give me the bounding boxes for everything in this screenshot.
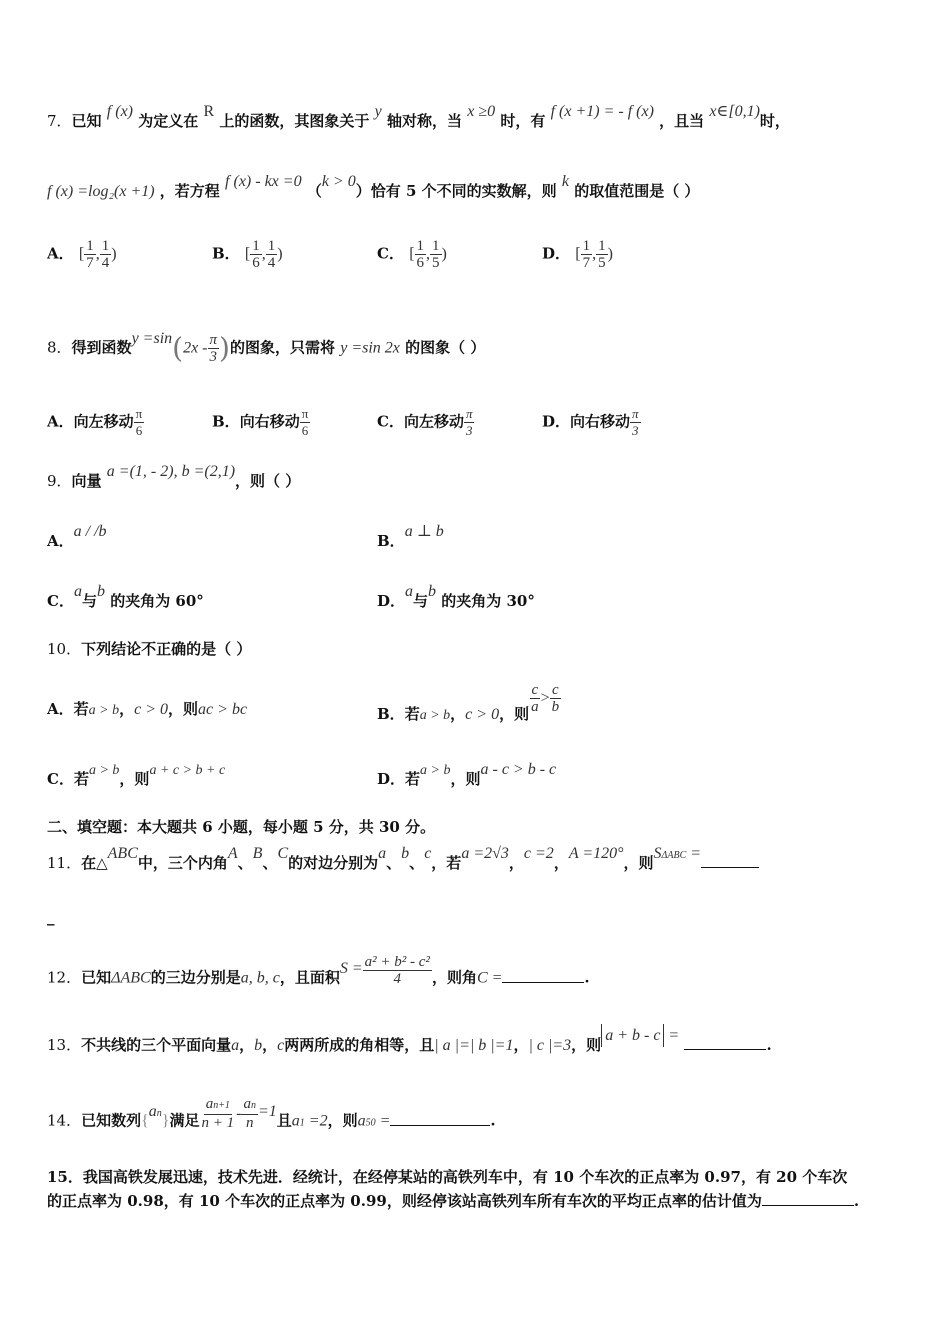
q14-answer-blank[interactable] bbox=[390, 1125, 490, 1126]
q8-line1: 8．得到函数y =sin(2x - $\frac{\pi}{3}$ )的图象，只需将 y =sin 2x 的图象（ ） bbox=[47, 329, 486, 365]
q15-line1: 15．我国高铁发展迅速，技术先进．经统计，在经停某站的高铁列车中，有 10 个车次的正点率为 0.97，有 20 个车次 bbox=[47, 1168, 848, 1186]
q11-tail: _ bbox=[47, 908, 55, 926]
q7-option-c[interactable]: C． [ $\frac{1}{6}$ , $\frac{1}{5}$ ) bbox=[377, 238, 447, 271]
q9-option-d[interactable]: D．a与b 的夹角为 30° bbox=[377, 583, 535, 610]
q9-line1: 9．向量 a =(1, - 2), b =(2,1)，则（ ） bbox=[47, 463, 301, 490]
q7-option-a[interactable]: A． [ $\frac{1}{7}$ , $\frac{1}{4}$ ) bbox=[47, 238, 117, 271]
q12-line1: 12．已知ΔABC的三边分别是a, b, c，且面积S = $\frac{\text{a² + b² - c²}}{4}$ ，则角C = . bbox=[47, 954, 590, 987]
q9-option-b[interactable]: B．a ⊥ b bbox=[377, 523, 444, 550]
q9-number: 9． bbox=[47, 472, 72, 490]
q10-option-b[interactable]: B．若a > b，c > 0，则 $\frac{c}{a}$ > $\frac{c}{b}$ bbox=[377, 682, 560, 723]
q8-option-a[interactable]: A．向左移动 $\frac{\pi}{6}$ bbox=[47, 406, 143, 438]
q8-number: 8． bbox=[47, 338, 72, 357]
q7-option-d[interactable]: D． [ $\frac{1}{7}$ , $\frac{1}{5}$ ) bbox=[542, 238, 613, 271]
q9-option-a[interactable]: A．a / /b bbox=[47, 523, 107, 550]
section-2-heading: 二、填空题：本大题共 6 小题，每小题 5 分，共 30 分。 bbox=[47, 818, 436, 836]
q10-option-a[interactable]: A．若a > b，c > 0，则ac > bc bbox=[47, 700, 248, 718]
q10-option-c[interactable]: C．若a > b，则a + c > b + c bbox=[47, 763, 226, 788]
q11-answer-blank[interactable] bbox=[701, 867, 759, 868]
q10-option-d[interactable]: D．若a > b，则a - c > b - c bbox=[377, 761, 557, 788]
q15-line2: 的正点率为 0.98，有 10 个车次的正点率为 0.99，则经停该站高铁列车所有车次的平均正点率的估计值为 . bbox=[47, 1192, 860, 1210]
q11-line1: 11．在△ABC中，三个内角A、B、C的对边分别为a、b、c，若a =2√3，c =2，A =120°，则$S^{\Delta ABC}$ = bbox=[47, 852, 910, 877]
q8-option-c[interactable]: C．向左移动 $\frac{\pi}{3}$ bbox=[377, 406, 473, 438]
q9-option-c[interactable]: C．a与b 的夹角为 60° bbox=[47, 583, 204, 610]
q10-number: 10． bbox=[47, 640, 82, 658]
q13-line1: 13．不共线的三个平面向量a，b，c两两所成的角相等，且| a |=| b |=1，| c |=3，则a + b - c = . bbox=[47, 1034, 910, 1057]
q10-line1: 10．下列结论不正确的是（ ） bbox=[47, 640, 252, 658]
q8-option-d[interactable]: D．向右移动 $\frac{\pi}{3}$ bbox=[542, 406, 639, 438]
q13-answer-blank[interactable] bbox=[684, 1049, 766, 1050]
q7-line1: 7．已知 f (x) 为定义在 R 上的函数，其图象关于 y 轴对称，当 x ≥0 时，有 f (x +1) = - f (x) ，且当 x∈[0,1)时， bbox=[47, 103, 790, 130]
q14-line1: 14．已知数列$\{a^n\}$满足 $\frac{an+1}{n + 1}$ - $\frac{an}{n}$ =1且a1 =2，则a50 = . bbox=[47, 1096, 496, 1131]
q12-answer-blank[interactable] bbox=[502, 982, 584, 983]
q7-line2: f (x) =log₂(x +1) ，若方程 f (x) - kx =0 （k > 0）恰有 5 个不同的实数解，则 k 的取值范围是（ ） bbox=[47, 173, 700, 200]
q7-number: 7． bbox=[47, 112, 72, 130]
q15-answer-blank[interactable] bbox=[762, 1205, 854, 1206]
q7-option-b[interactable]: B． [ $\frac{1}{6}$ , $\frac{1}{4}$ ) bbox=[212, 238, 283, 271]
q8-option-b[interactable]: B．向右移动 $\frac{\pi}{6}$ bbox=[212, 406, 309, 438]
